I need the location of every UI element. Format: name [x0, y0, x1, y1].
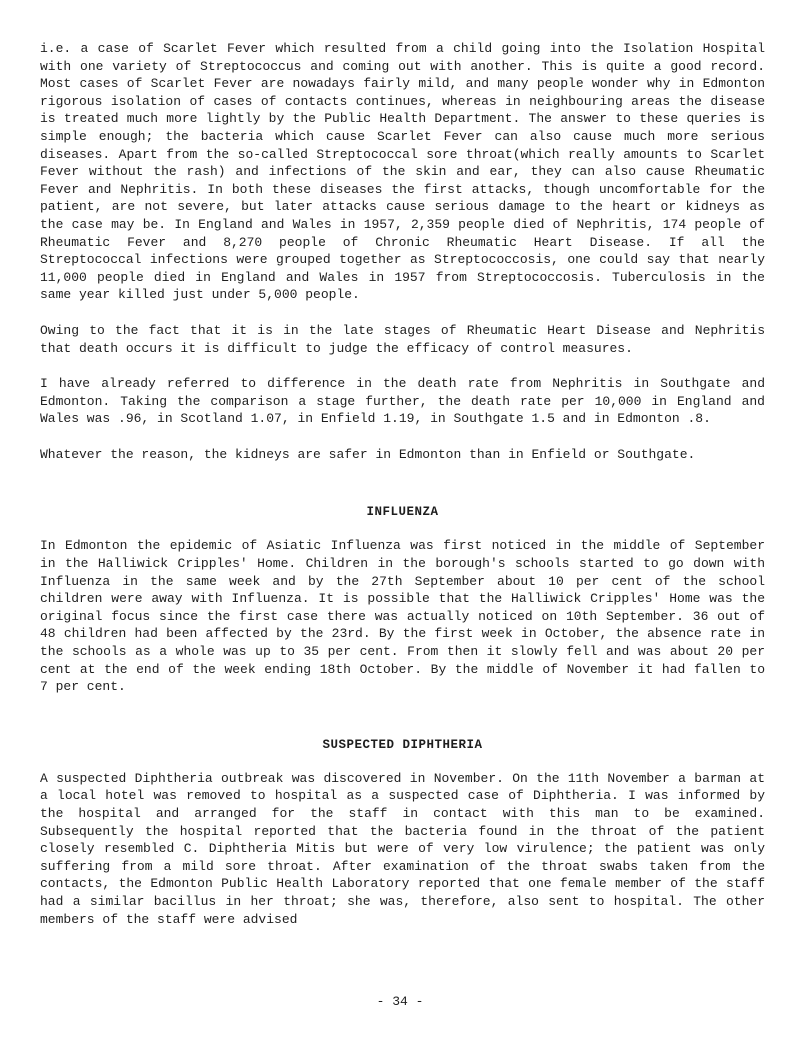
paragraph-kidneys-safer: Whatever the reason, the kidneys are safer in Edmonton than in Enfield or Southgate. — [40, 446, 696, 462]
paragraph-death-occurs: Owing to the fact that it is in the late stages of Rheumatic Heart Disease and Nephritis that death occurs it is difficult to judge the efficacy of control measures. — [40, 322, 765, 356]
influenza-heading: INFLUENZA — [366, 505, 439, 520]
paragraph-death-rate-comparison: I have already referred to difference in the death rate from Nephritis in Southgate and Edmonton. Taking the comparison a stage further, the death rate per 10,000 in England and Wales was .96, in Scotland 1.07, in Enfield 1.19, in Southgate 1.5 and in Edmonton .8. — [40, 376, 765, 427]
paragraph-influenza: In Edmonton the epidemic of Asiatic Influenza was first noticed in the middle of September in the Halliwick Cripples' Home. Children in the borough's schools started to go down with Influenza in the same week and by the 27th September about 10 per cent of the school children were away with Influenza. It is possible that the Halliwick Cripples' Home was the original focus since the first case there was actually noticed on 10th September. 36 out of 48 children had been affected by the 23rd. By the first week in October, the absence rate in the schools as a whole was up to 35 per cent. From then it slowly fell and was about 20 per cent at the end of the week ending 18th October. By the middle of November it had fallen to 7 per cent. — [40, 538, 765, 695]
diphtheria-heading: SUSPECTED DIPHTHERIA — [322, 737, 483, 752]
scarlet-fever-section — [40, 40, 765, 463]
paragraph-diphtheria: A suspected Diphtheria outbreak was discovered in November. On the 11th November a barman at a local hotel was removed to hospital as a suspected case of Diphtheria. I was informed by the hospital and arranged for the staff in contact with this man to be examined. Subsequently the hospital reported that the bacteria found in the throat of the patient closely resembled C. Diphtheria Mitis but were of very low virulence; the patient was only suffering from a mild sore throat. After examination of the throat swabs taken from the contacts, the Edmonton Public Health Laboratory reported that one female member of the staff had a similar bacillus in her throat; she was, therefore, also sent to hospital. The other members of the staff were advised — [40, 770, 765, 927]
document-page — [40, 40, 765, 928]
page-number: - 34 - — [376, 994, 424, 1009]
paragraph-scarlet-fever: i.e. a case of Scarlet Fever which resulted from a child going into the Isolation Hospital with one variety of Streptococcus and coming out with another. This is quite a good record. Most cases of Scarlet Fever are nowadays fairly mild, and many people wonder why in Edmonton rigorous isolation of cases of contacts continues, whereas in neighbouring areas the disease is treated much more lightly by the Public Health Department. The answer to these queries is simple enough; the bacteria which cause Scarlet Fever can also cause much more serious diseases. Apart from the so-called Streptococcal sore throat(which really amounts to Scarlet Fever without the rash) and infections of the skin and ear, they can also cause Rheumatic Fever and Nephritis. In both these diseases the first attacks, though uncomfortable for the patient, are not severe, but later attacks cause serious damage to the heart or kidneys as the case may be. In England and Wales in 1957, 2,359 people died of Nephritis, 174 people of Rheumatic Fever and 8,270 people of Chronic Rheumatic Heart Disease. If all the Streptococcal infections were grouped together as Streptococcosis, one could say that nearly 11,000 people died in England and Wales in 1957 from Streptococcosis. Tuberculosis in the same year killed just under 5,000 people. — [40, 41, 765, 303]
